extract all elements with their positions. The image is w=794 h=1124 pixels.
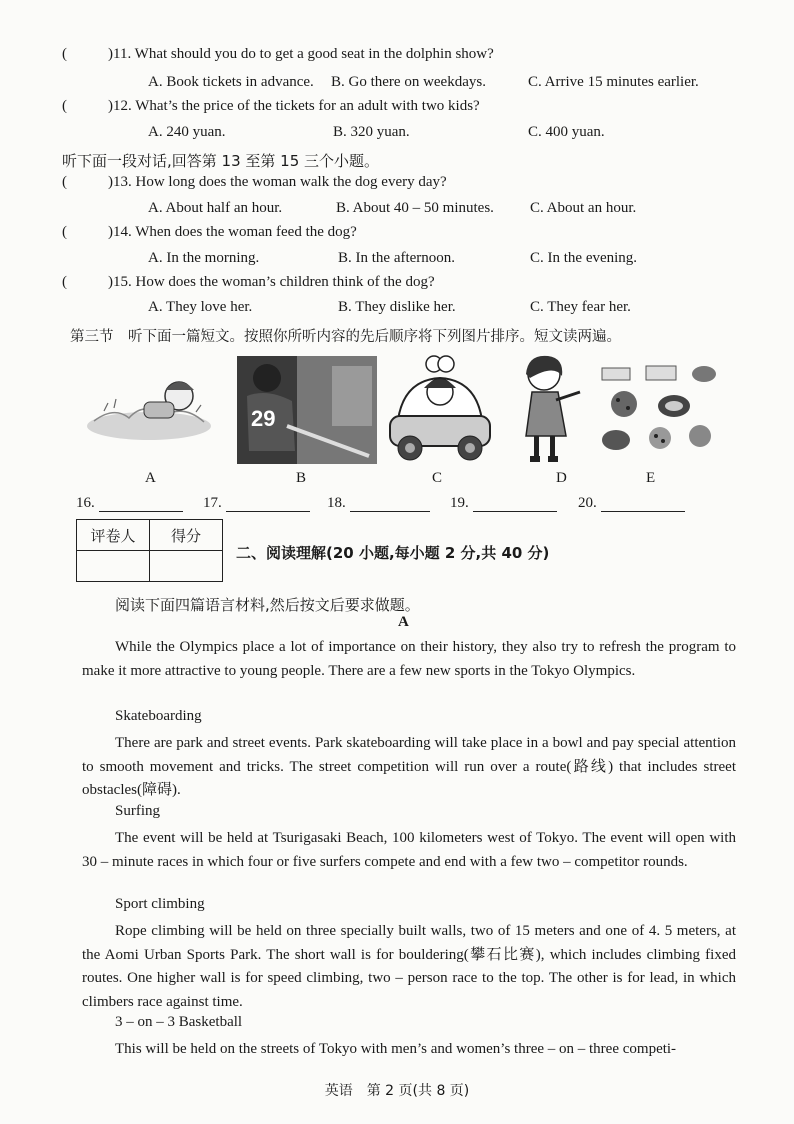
question-15 bbox=[62, 274, 435, 291]
answer-paren[interactable]: ( bbox=[62, 224, 67, 240]
section-3-instruction: 第三节 听下面一篇短文。按照你所听内容的先后顺序将下列图片排序。短文读两遍。 bbox=[70, 329, 621, 345]
blank-18[interactable]: 18. bbox=[327, 495, 430, 512]
page-footer: 英语 第 2 页(共 8 页) bbox=[324, 1083, 470, 1099]
question-12 bbox=[62, 98, 480, 115]
picture-label-c: C bbox=[432, 470, 443, 486]
dialog-instruction: 听下面一段对话,回答第 13 至第 15 三个小题。 bbox=[62, 152, 380, 170]
picture-b-baseball bbox=[237, 356, 377, 464]
reading-instruction: 阅读下面四篇语言材料,然后按文后要求做题。 bbox=[115, 596, 420, 614]
question-text: )15. How does the woman’s children think of the dog? bbox=[108, 274, 435, 290]
option-a: A. They love her. bbox=[148, 299, 253, 315]
option-a: A. 240 yuan. bbox=[148, 124, 226, 140]
paragraph-basketball: This will be held on the streets of Tokyo with men’s and women’s three – on – three competi- bbox=[115, 1041, 677, 1057]
picture-d-girl bbox=[520, 352, 584, 467]
passage-intro: While the Olympics place a lot of importance on their history, they also try to refresh the program to make it more attractive to young people. There are a few new sports in the Tokyo Olympics. bbox=[82, 639, 736, 679]
question-11 bbox=[62, 46, 494, 63]
option-b: B. 320 yuan. bbox=[333, 124, 410, 140]
heading-sport-climbing: Sport climbing bbox=[115, 896, 205, 912]
score-cell[interactable] bbox=[150, 551, 223, 582]
question-text: )13. How long does the woman walk the dog every day? bbox=[108, 174, 447, 190]
picture-a-puddle bbox=[84, 366, 214, 446]
options-14 bbox=[148, 250, 738, 270]
heading-surfing: Surfing bbox=[115, 803, 160, 819]
jersey-number: 29 bbox=[251, 406, 276, 431]
picture-c-car bbox=[384, 350, 496, 465]
option-c: C. They fear her. bbox=[530, 299, 631, 315]
paragraph-skateboarding: There are park and street events. Park skateboarding will take place in a bowl and pay special attention to smooth movement and tricks. The street competition will run over a route(路线) that includes street obstacles(障碍). bbox=[82, 735, 736, 799]
question-13 bbox=[62, 174, 447, 191]
option-c: C. About an hour. bbox=[530, 200, 637, 216]
heading-basketball: 3 – on – 3 Basketball bbox=[115, 1014, 243, 1030]
option-c: C. 400 yuan. bbox=[528, 124, 605, 140]
passage-letter: A bbox=[398, 614, 409, 630]
option-a: A. About half an hour. bbox=[148, 200, 283, 216]
blank-17[interactable]: 17. bbox=[203, 495, 310, 512]
option-b: B. They dislike her. bbox=[338, 299, 456, 315]
score-label: 得分 bbox=[150, 520, 223, 551]
picture-label-e: E bbox=[646, 470, 656, 486]
picture-label-b: B bbox=[296, 470, 307, 486]
question-text: )14. When does the woman feed the dog? bbox=[108, 224, 357, 240]
options-12 bbox=[148, 124, 738, 144]
answer-paren[interactable]: ( bbox=[62, 98, 67, 114]
options-13 bbox=[148, 200, 738, 220]
question-text: )12. What’s the price of the tickets for an adult with two kids? bbox=[108, 98, 480, 114]
answer-paren[interactable]: ( bbox=[62, 46, 67, 62]
paragraph-surfing: The event will be held at Tsurigasaki Beach, 100 kilometers west of Tokyo. The event will open with 30 – minute races in which four or five surfers compete and end with a few two – competitor rounds. bbox=[82, 830, 736, 870]
picture-label-a: A bbox=[145, 470, 156, 486]
blank-16[interactable]: 16. bbox=[76, 495, 183, 512]
options-15 bbox=[148, 299, 738, 319]
option-b: B. About 40 – 50 minutes. bbox=[336, 200, 494, 216]
paragraph-sport-climbing: Rope climbing will be held on three specially built walls, two of 15 meters and one of 4. 5 meters, at the Aomi Urban Sports Park. The short wall is for bouldering(攀石比赛), which includes climbing fixed routes. One higher wall is for speed climbing, two – person race to the top. The other is for lead, in which climbers race against time. bbox=[82, 923, 736, 1010]
blank-19[interactable]: 19. bbox=[450, 495, 557, 512]
grader-cell[interactable] bbox=[77, 551, 150, 582]
option-b: B. In the afternoon. bbox=[338, 250, 456, 266]
blank-20[interactable]: 20. bbox=[578, 495, 685, 512]
question-text: )11. What should you do to get a good seat in the dolphin show? bbox=[108, 46, 494, 62]
option-b: B. Go there on weekdays. bbox=[331, 74, 486, 90]
option-a: A. In the morning. bbox=[148, 250, 260, 266]
picture-e-cookies bbox=[600, 362, 720, 460]
option-c: C. In the evening. bbox=[530, 250, 638, 266]
option-a: A. Book tickets in advance. bbox=[148, 74, 314, 90]
answer-paren[interactable]: ( bbox=[62, 174, 67, 190]
picture-label-d: D bbox=[556, 470, 567, 486]
score-table bbox=[76, 519, 223, 582]
grader-label: 评卷人 bbox=[77, 520, 150, 551]
options-11 bbox=[148, 74, 738, 94]
answer-paren[interactable]: ( bbox=[62, 274, 67, 290]
question-14 bbox=[62, 224, 357, 241]
option-c: C. Arrive 15 minutes earlier. bbox=[528, 74, 699, 90]
heading-skateboarding: Skateboarding bbox=[115, 708, 202, 724]
part-2-title: 二、阅读理解(20 小题,每小题 2 分,共 40 分) bbox=[236, 544, 550, 562]
